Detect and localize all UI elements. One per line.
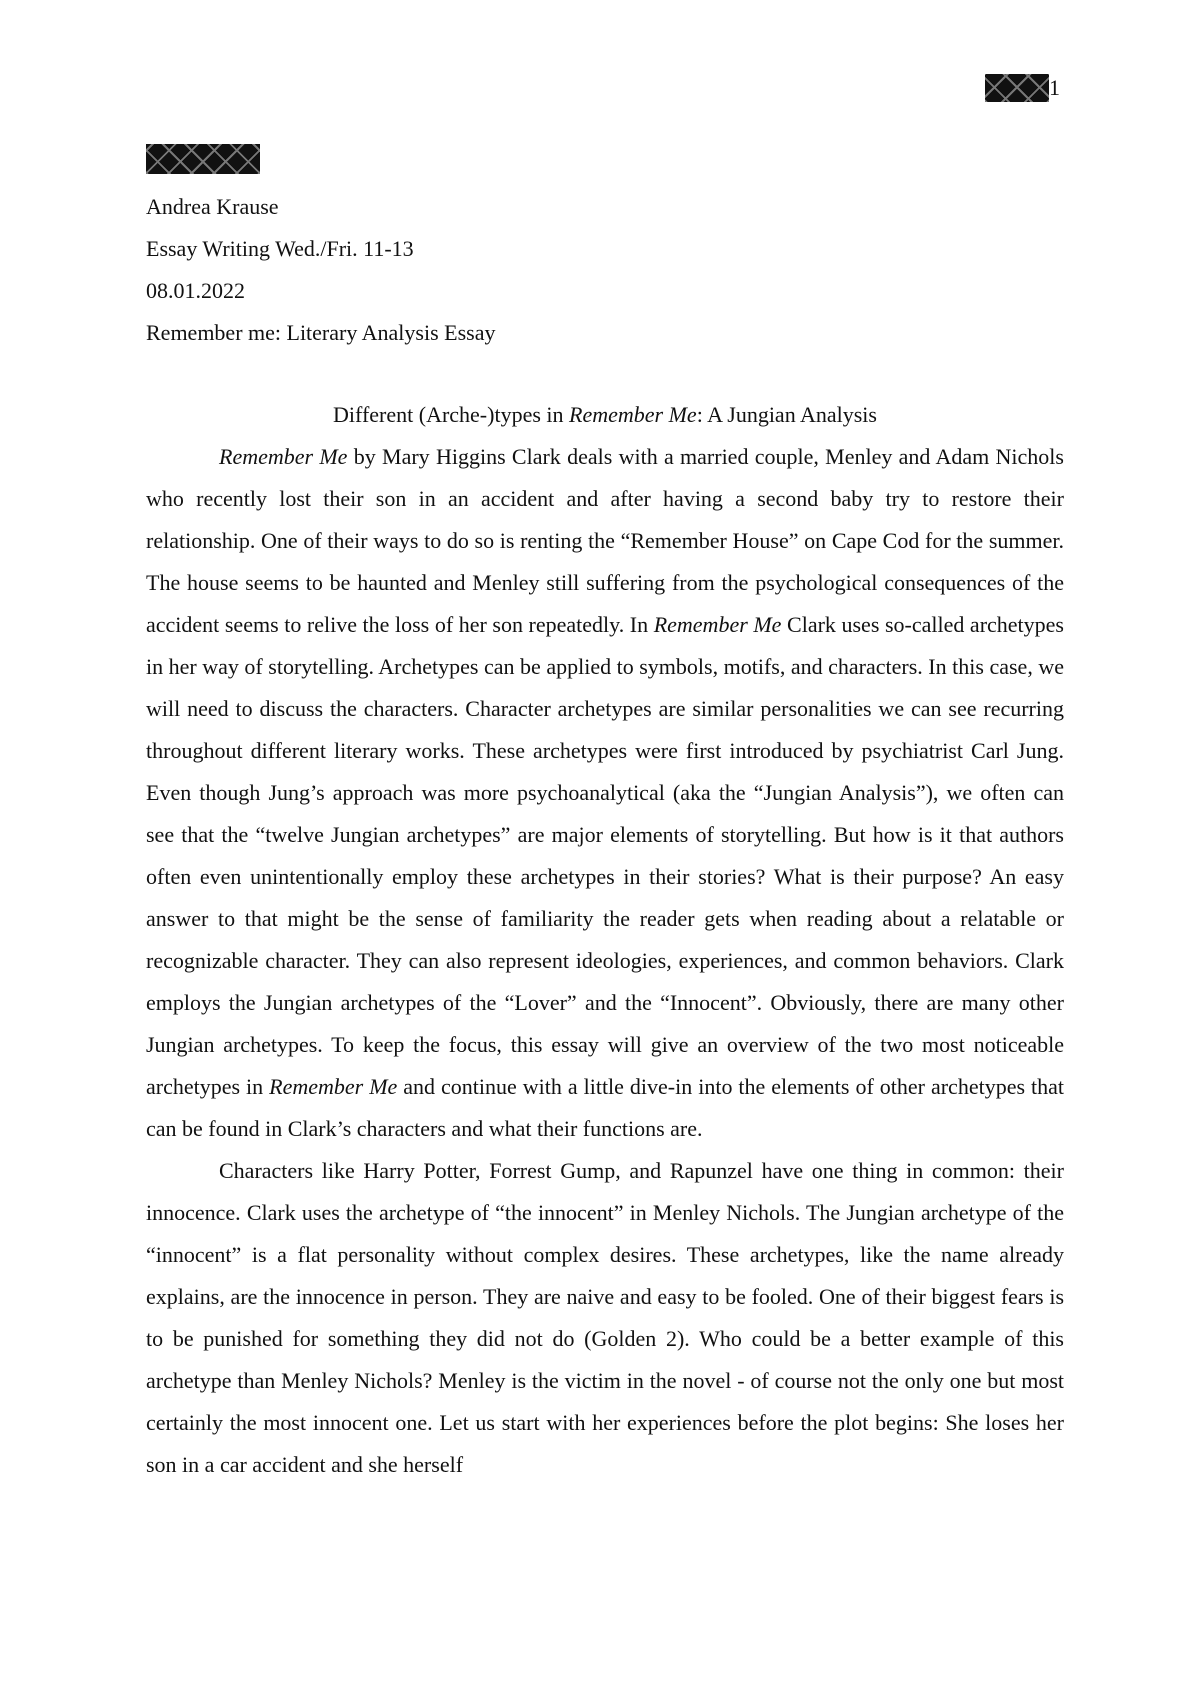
- book-title-3: Remember Me: [269, 1074, 398, 1099]
- author-name: Andrea Krause: [146, 194, 279, 219]
- essay-title-end: : A Jungian Analysis: [696, 402, 877, 427]
- essay-heading-info: [146, 186, 495, 354]
- book-title-2: Remember Me: [653, 612, 782, 637]
- assignment-title: Remember me: Literary Analysis Essay: [146, 320, 496, 345]
- paragraph-2: Characters like Harry Potter, Forrest Gump, and Rapunzel have one thing in common: their innocence. Clark uses the archetype of “the innocent” in Menley Nichols. The Jungian archetype of the “innocent” is a flat personality without complex desires. These archetypes, like the name already explains, are the innocence in person. They are naive and easy to be fooled. One of their biggest fears is to be punished for something they did not do (Golden 2). Who could be a better example of this archetype than Menley Nichols? Menley is the victim in the novel - of course not the only one but most certainly the most innocent one. Let us start with her experiences before the plot begins: She loses her son in a car accident and she herself: [146, 1158, 1064, 1477]
- redacted-name-block: [146, 144, 260, 174]
- paragraph-1-text-2: Clark uses so-called archetypes in her way of storytelling. Archetypes can be applied to symbols, motifs, and characters. In this case, we will need to discuss the characters. Character archetypes are similar personalities we can see recurring throughout different literary works. These archetypes were first introduced by psychiatrist Carl Jung. Even though Jung’s approach was more psychoanalytical (aka the “Jungian Analysis”), we often can see that the “twelve Jungian archetypes” are major elements of storytelling. But how is it that authors often even unintentionally employ these archetypes in their stories? What is their purpose? An easy answer to that might be the sense of familiarity the reader gets when reading about a relatable or recognizable character. They can also represent ideologies, experiences, and common behaviors. Clark employs the Jungian archetypes of the “Lover” and the “Innocent”. Obviously, there are many other Jungian archetypes. To keep the focus, this essay will give an overview of the two most noticeable archetypes in: [146, 612, 1064, 1099]
- redacted-surname-block: [985, 74, 1049, 102]
- page-number: 1: [1049, 75, 1060, 100]
- essay-title-start: Different (Arche-)types in: [333, 402, 570, 427]
- paragraph-1-text-3: and continue with a little dive-in into the elements of other archetypes that can be found in Clark’s characters and what their functions are.: [146, 1074, 1064, 1141]
- essay-title: [146, 394, 1064, 436]
- course-name: Essay Writing Wed./Fri. 11-13: [146, 236, 414, 261]
- paragraph-1: [146, 436, 1064, 1150]
- essay-date: 08.01.2022: [146, 278, 245, 303]
- paragraph-1-text-1: by Mary Higgins Clark deals with a married couple, Menley and Adam Nichols who recently lost their son in an accident and after having a second baby try to restore their relationship. One of their ways to do so is renting the “Remember House” on Cape Cod for the summer. The house seems to be haunted and Menley still suffering from the psychological consequences of the accident seems to relive the loss of her son repeatedly. In: [146, 444, 1064, 637]
- book-title-1: Remember Me: [219, 444, 348, 469]
- essay-body: [146, 394, 1064, 1486]
- essay-title-book: Remember Me: [569, 402, 697, 427]
- page-header: [985, 74, 1060, 102]
